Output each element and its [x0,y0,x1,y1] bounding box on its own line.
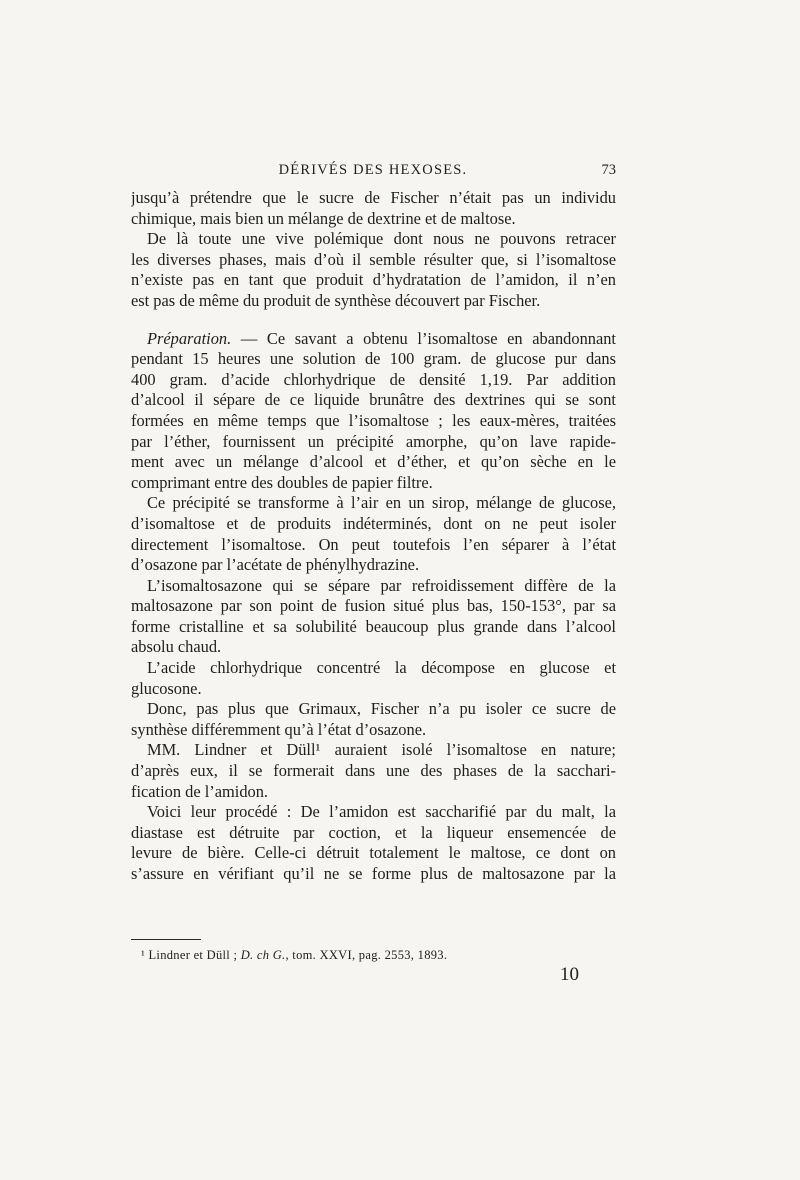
text-line: maltosazone par son point de fusion situé plus bas, 150-153°, par sa [131,596,616,616]
text-line: MM. Lindner et Düll¹ auraient isolé l’isomaltose en nature; [147,740,616,760]
text-line: est pas de même du produit de synthèse découvert par Fischer. [131,290,541,310]
text-line: par l’éther, fournissent un précipité amorphe, qu’on lave rapide- [131,431,616,451]
text-line: s’assure en vérifiant qu’il ne se forme plus de maltosazone par la [131,864,616,883]
text-line: L’isomaltosazone qui se sépare par refroidissement diffère de la [147,575,616,595]
text-line [131,329,616,350]
text-line: n’existe pas en tant que produit d’hydratation de l’amidon, il n’en [131,270,616,290]
running-head [130,162,616,182]
footnote-marker: ¹ [141,948,146,962]
footnote-journal: D. ch G. [240,948,286,962]
running-title: DÉRIVÉS DES HEXOSES. [278,162,468,178]
footnote [141,948,447,963]
footnote-rule [131,939,201,940]
text-line: Ce précipité se transforme à l’air en un sirop, mélange de glucose, [147,493,616,513]
text-line: Donc, pas plus que Grimaux, Fischer n’a pu isoler ce sucre de [147,699,616,719]
footnote-text: Lindner et Düll ; [145,948,241,962]
text-line: L’acide chlorhydrique concentré la décompose en glucose et [147,658,616,678]
text-run: — Ce savant a obtenu l’isomaltose en abandonnant [231,328,616,348]
body-text [131,188,616,885]
text-line: comprimant entre des doubles de papier filtre. [131,472,433,492]
text-line: d’isomaltose et de produits indéterminés, dont on ne peut isoler [131,513,616,533]
text-line: d’osazone par l’acétate de phénylhydrazine. [131,555,420,575]
text-line: formées en même temps que l’isomaltose ; les eaux-mères, traitées [131,410,616,430]
text-line: fication de l’amidon. [131,781,268,801]
page-number: 73 [601,162,616,178]
paragraph-gap [131,312,616,329]
text-line: 400 gram. d’acide chlorhydrique de densité 1,19. Par addition [131,369,616,389]
text-line: synthèse différemment qu’à l’état d’osazone. [131,719,427,739]
signature-mark: 10 [560,964,579,985]
text-line: ment avec un mélange d’alcool et d’éther, et qu’on sèche en le [131,452,616,472]
text-line: diastase est détruite par coction, et la liqueur ensemencée de [131,822,616,842]
text-line: les diverses phases, mais d’où il semble résulter que, si l’isomaltose [131,249,616,269]
section-heading-preparation: Préparation. [147,328,232,348]
footnote-citation: , tom. XXVI, pag. 2553, 1893. [285,948,448,962]
text-line: directement l’isomaltose. On peut toutefois l’en séparer à l’état [131,534,616,554]
text-line: De là toute une vive polémique dont nous ne pouvons retracer [147,229,616,249]
text-line: absolu chaud. [131,637,222,657]
text-line: pendant 15 heures une solution de 100 gram. de glucose pur dans [131,349,616,369]
text-line: levure de bière. Celle-ci détruit totalement le maltose, ce dont on [131,843,616,863]
text-line: chimique, mais bien un mélange de dextrine et de maltose. [131,208,516,228]
text-line: jusqu’à prétendre que le sucre de Fischer n’était pas un individu [131,188,616,207]
text-line: d’après eux, il se formerait dans une des phases de la sacchari- [131,761,616,781]
text-line: Voici leur procédé : De l’amidon est saccharifié par du malt, la [147,802,616,822]
text-line: forme cristalline et sa solubilité beaucoup plus grande dans l’alcool [131,616,616,636]
text-line: d’alcool il sépare de ce liquide brunâtre des dextrines qui se sont [131,390,616,410]
text-line: glucosone. [131,678,202,698]
